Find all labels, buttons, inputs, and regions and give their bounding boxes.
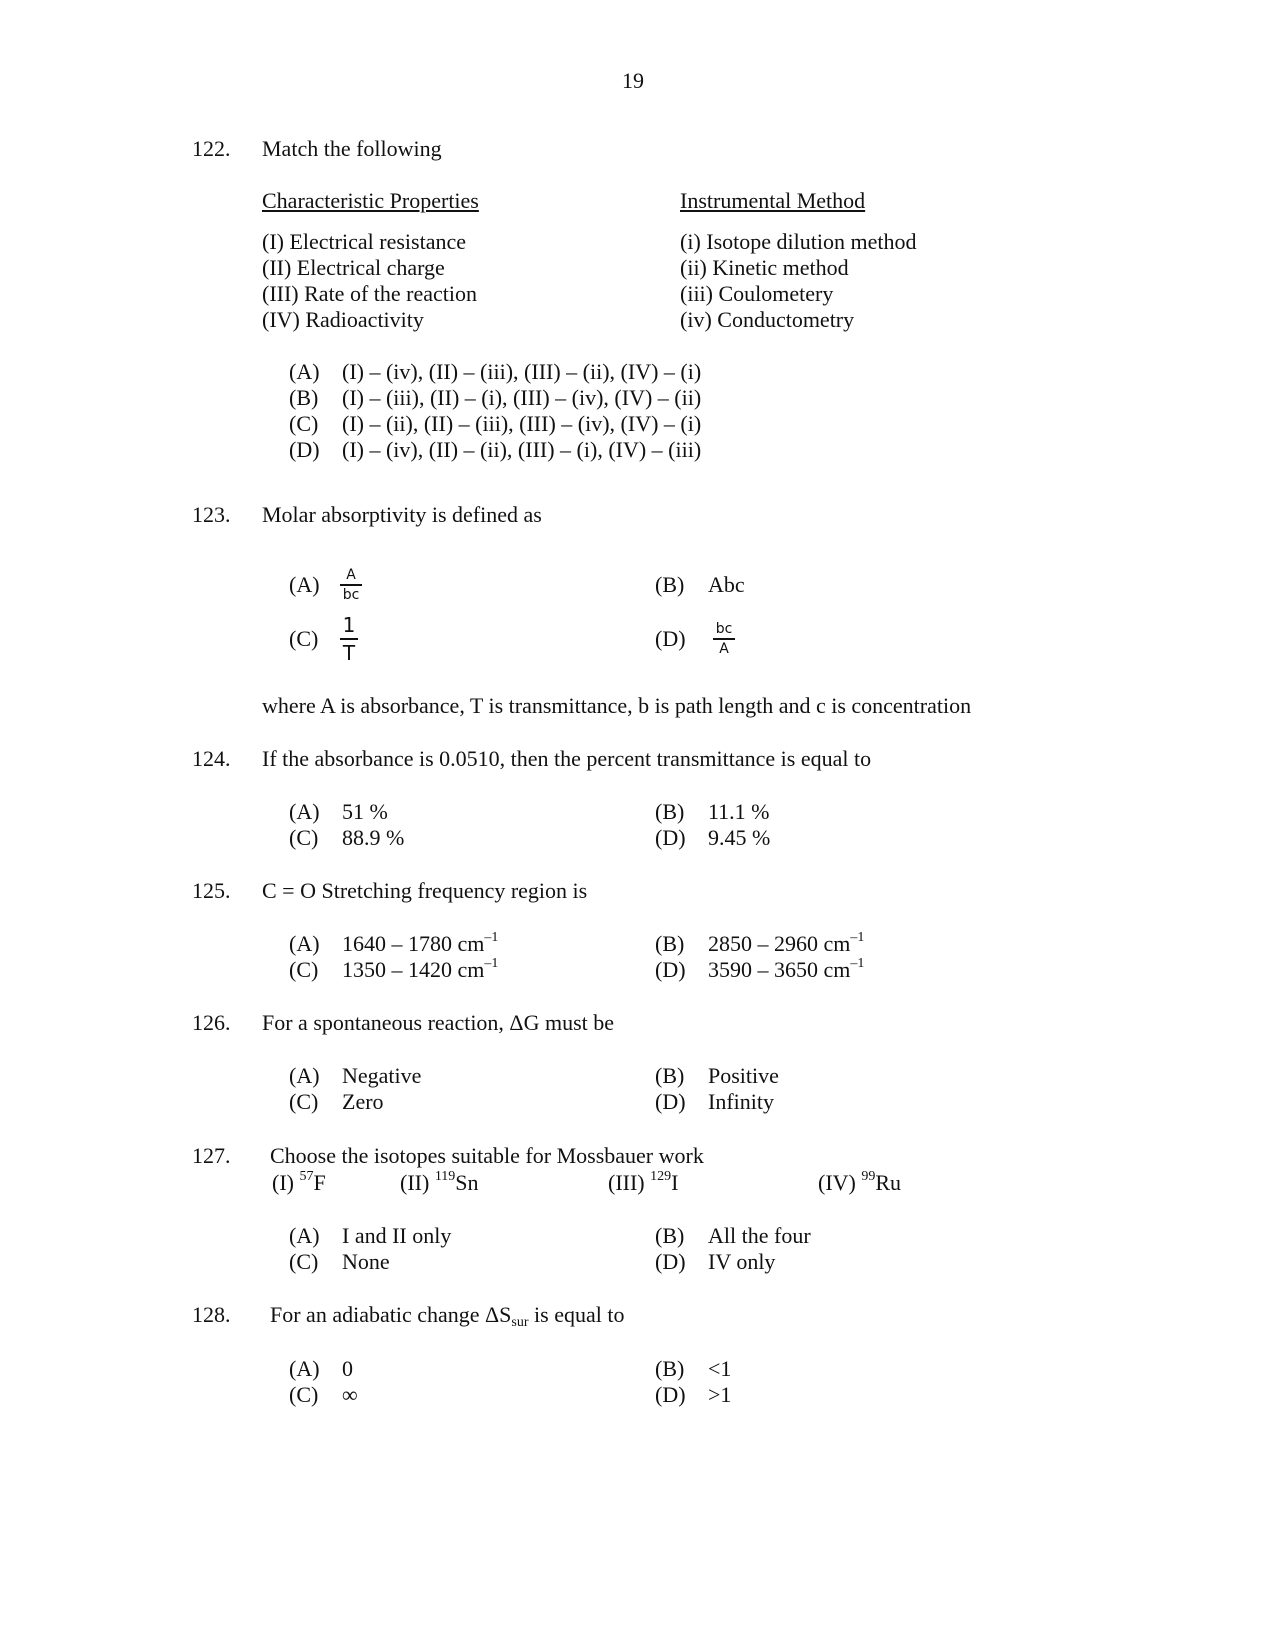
option-text xyxy=(708,957,864,987)
unit: cm xyxy=(823,931,851,956)
option-label: (C) xyxy=(289,411,319,436)
match-item-right: (iv) Conductometry xyxy=(680,307,855,332)
fraction-denominator: T xyxy=(342,640,356,665)
option-label: (D) xyxy=(655,825,686,850)
match-item-left: (II) Electrical charge xyxy=(262,255,445,280)
option-label: (C) xyxy=(289,626,319,651)
option-text: (I) – (iv), (II) – (ii), (III) – (i), (IV) – (iii) xyxy=(342,437,702,462)
option-label: (A) xyxy=(289,799,320,824)
fraction-bc-over-a xyxy=(713,620,735,658)
question-number: 122. xyxy=(192,136,231,161)
unit-exponent: –1 xyxy=(850,930,865,945)
option-label: (D) xyxy=(655,957,686,982)
frequency-range: 1640 – 1780 xyxy=(342,931,458,956)
question-text: Molar absorptivity is defined as xyxy=(262,502,542,527)
option-label: (C) xyxy=(289,1249,319,1274)
match-item-right: (iii) Coulometery xyxy=(680,281,834,306)
unit: cm xyxy=(457,931,485,956)
option-text: I and II only xyxy=(342,1223,452,1248)
question-text: If the absorbance is 0.0510, then the percent transmittance is equal to xyxy=(262,746,872,771)
option-text: 9.45 % xyxy=(708,825,771,850)
option-text: Infinity xyxy=(708,1089,774,1114)
option-label: (C) xyxy=(289,1089,319,1114)
fraction-one-over-t xyxy=(340,612,358,666)
isotope-label: (I) xyxy=(272,1170,300,1195)
option-label: (B) xyxy=(655,1223,685,1248)
element-symbol: F xyxy=(313,1170,326,1195)
fraction-a-over-bc xyxy=(340,566,362,604)
isotope-item xyxy=(400,1170,479,1200)
unit-exponent: –1 xyxy=(484,956,499,971)
isotope-item xyxy=(608,1170,678,1200)
option-text xyxy=(342,957,498,987)
option-text: (I) – (iii), (II) – (i), (III) – (iv), (IV) – (ii) xyxy=(342,385,702,410)
fraction-numerator: A xyxy=(346,567,356,583)
option-label: (D) xyxy=(655,1382,686,1407)
fraction-denominator: A xyxy=(719,640,729,657)
unit-exponent: –1 xyxy=(850,956,865,971)
option-text: Negative xyxy=(342,1063,422,1088)
question-text xyxy=(270,1302,624,1332)
mass-number: 99 xyxy=(861,1169,876,1184)
option-text: All the four xyxy=(708,1223,811,1248)
frequency-range: 1350 – 1420 xyxy=(342,957,458,982)
question-number: 126. xyxy=(192,1010,231,1035)
option-label: (B) xyxy=(289,385,319,410)
option-label: (B) xyxy=(655,572,685,597)
question-number: 123. xyxy=(192,502,231,527)
match-item-right: (ii) Kinetic method xyxy=(680,255,849,280)
element-symbol: Ru xyxy=(875,1170,902,1195)
option-text: Positive xyxy=(708,1063,779,1088)
mass-number: 119 xyxy=(434,1169,456,1184)
fraction-numerator: bc xyxy=(715,621,733,637)
option-label: (C) xyxy=(289,825,319,850)
subscript: sur xyxy=(511,1315,529,1330)
option-text: 11.1 % xyxy=(708,799,770,824)
isotope-item xyxy=(272,1170,326,1200)
fraction-denominator: bc xyxy=(342,586,360,603)
column-header-left: Characteristic Properties xyxy=(262,188,479,213)
isotope-label: (III) xyxy=(608,1170,651,1195)
option-label: (A) xyxy=(289,1356,320,1381)
match-item-left: (I) Electrical resistance xyxy=(262,229,466,254)
question-number: 125. xyxy=(192,878,231,903)
option-label: (D) xyxy=(655,626,686,651)
frequency-range: 3590 – 3650 xyxy=(708,957,824,982)
option-text: ∞ xyxy=(342,1382,358,1407)
question-text-part: For an adiabatic change ΔS xyxy=(270,1302,512,1327)
option-label: (D) xyxy=(655,1249,686,1274)
option-label: (C) xyxy=(289,957,319,982)
option-text: 0 xyxy=(342,1356,353,1381)
isotope-label: (II) xyxy=(400,1170,435,1195)
option-text: 88.9 % xyxy=(342,825,405,850)
match-item-left: (III) Rate of the reaction xyxy=(262,281,477,306)
option-text: >1 xyxy=(708,1382,732,1407)
option-text: (I) – (iv), (II) – (iii), (III) – (ii), (IV) – (i) xyxy=(342,359,702,384)
mass-number: 129 xyxy=(650,1169,672,1184)
option-label: (B) xyxy=(655,799,685,824)
element-symbol: Sn xyxy=(455,1170,479,1195)
question-text: Choose the isotopes suitable for Mossbauer work xyxy=(270,1143,704,1168)
option-label: (D) xyxy=(655,1089,686,1114)
option-label: (A) xyxy=(289,359,320,384)
unit: cm xyxy=(823,957,851,982)
question-number: 124. xyxy=(192,746,231,771)
page-number: 19 xyxy=(622,68,644,93)
option-text: IV only xyxy=(708,1249,776,1274)
question-text: Match the following xyxy=(262,136,442,161)
question-text-part: is equal to xyxy=(528,1302,625,1327)
option-label: (A) xyxy=(289,1063,320,1088)
isotope-item xyxy=(818,1170,901,1200)
option-text: Abc xyxy=(708,572,745,597)
question-note: where A is absorbance, T is transmittance, b is path length and c is concentration xyxy=(262,693,972,718)
unit: cm xyxy=(457,957,485,982)
option-label: (D) xyxy=(289,437,320,462)
question-number: 128. xyxy=(192,1302,231,1327)
element-symbol: I xyxy=(671,1170,679,1195)
option-text: None xyxy=(342,1249,390,1274)
column-header-right: Instrumental Method xyxy=(680,188,866,213)
frequency-range: 2850 – 2960 xyxy=(708,931,824,956)
mass-number: 57 xyxy=(299,1169,314,1184)
question-text: C = O Stretching frequency region is xyxy=(262,878,588,903)
question-text: For a spontaneous reaction, ΔG must be xyxy=(262,1010,615,1035)
option-text: <1 xyxy=(708,1356,732,1381)
isotope-label: (IV) xyxy=(818,1170,862,1195)
option-text: 51 % xyxy=(342,799,388,824)
fraction-numerator: 1 xyxy=(342,613,356,637)
option-label: (B) xyxy=(655,931,685,956)
match-item-left: (IV) Radioactivity xyxy=(262,307,424,332)
option-label: (C) xyxy=(289,1382,319,1407)
option-label: (A) xyxy=(289,1223,320,1248)
option-label: (A) xyxy=(289,931,320,956)
option-label: (B) xyxy=(655,1356,685,1381)
option-text: Zero xyxy=(342,1089,384,1114)
match-item-right: (i) Isotope dilution method xyxy=(680,229,917,254)
unit-exponent: –1 xyxy=(484,930,499,945)
option-text: (I) – (ii), (II) – (iii), (III) – (iv), (IV) – (i) xyxy=(342,411,702,436)
option-label: (A) xyxy=(289,572,320,597)
question-number: 127. xyxy=(192,1143,231,1168)
option-label: (B) xyxy=(655,1063,685,1088)
